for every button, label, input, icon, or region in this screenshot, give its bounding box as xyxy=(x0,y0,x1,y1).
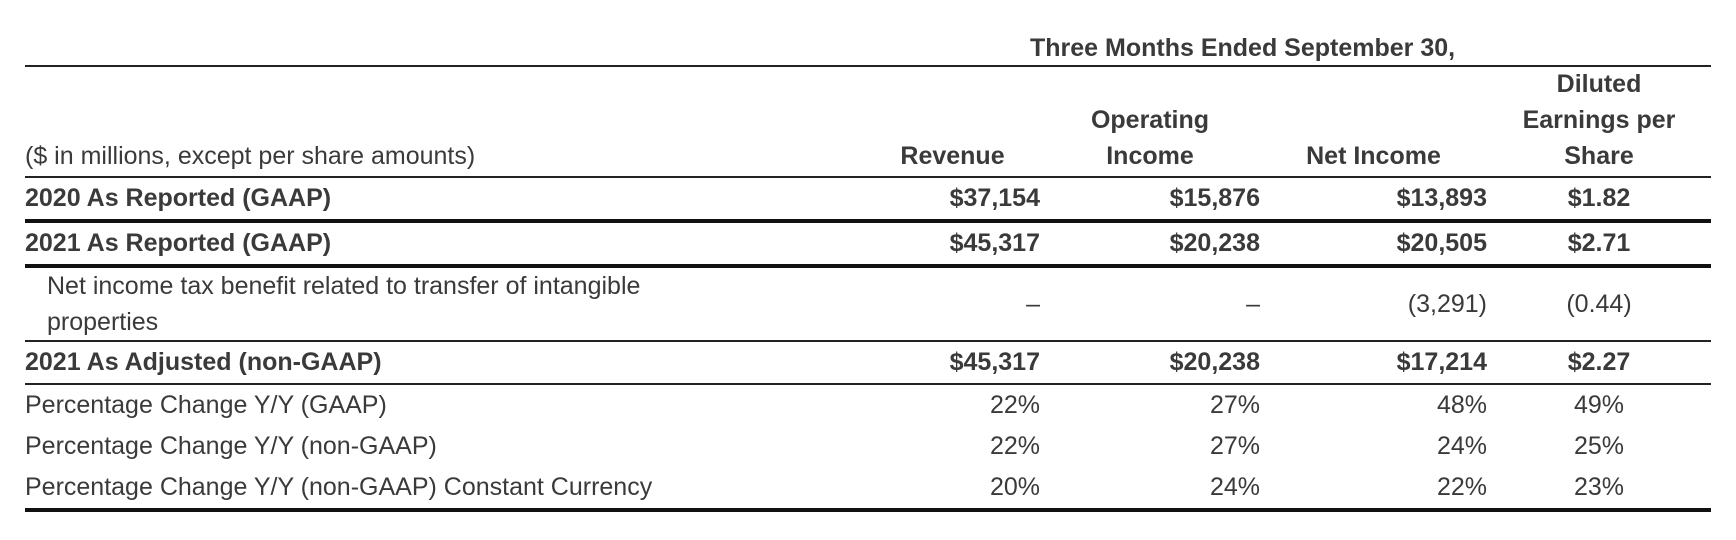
cell-revenue: 20% xyxy=(989,473,1040,501)
cell-diluted-eps: 25% xyxy=(1573,432,1625,460)
cell-revenue: $45,317 xyxy=(949,348,1040,376)
financial-table xyxy=(25,30,1711,512)
table-row xyxy=(25,176,1711,219)
cell-revenue: $37,154 xyxy=(949,184,1040,212)
table-row xyxy=(25,467,1711,512)
row-label: 2021 As Adjusted (non-GAAP) xyxy=(25,348,382,376)
cell-diluted-eps: $2.71 xyxy=(1567,229,1631,257)
row-label: Percentage Change Y/Y (GAAP) xyxy=(25,391,387,419)
cell-net-income: 22% xyxy=(1436,473,1487,501)
cell-net-income: $13,893 xyxy=(1396,184,1487,212)
cell-net-income: $20,505 xyxy=(1396,229,1487,257)
cell-net-income: 48% xyxy=(1436,391,1487,419)
cell-net-income: (3,291) xyxy=(1407,289,1487,318)
cell-diluted-eps: 23% xyxy=(1573,473,1625,501)
cell-operating-income: 27% xyxy=(1209,432,1260,460)
header-row xyxy=(25,67,1711,176)
cell-operating-income: 24% xyxy=(1209,473,1260,501)
units-note: ($ in millions, except per share amounts) xyxy=(25,142,476,170)
col-header-operating-income: Operating Income xyxy=(1090,106,1210,170)
cell-operating-income: 27% xyxy=(1209,391,1260,419)
row-label: 2021 As Reported (GAAP) xyxy=(25,229,332,257)
table-row xyxy=(25,219,1711,264)
cell-diluted-eps: 49% xyxy=(1573,391,1625,419)
cell-revenue: $45,317 xyxy=(949,229,1040,257)
row-label: 2020 As Reported (GAAP) xyxy=(25,184,332,212)
table-row xyxy=(25,426,1711,467)
cell-net-income: $17,214 xyxy=(1396,348,1487,376)
cell-operating-income: $15,876 xyxy=(1169,184,1260,212)
col-header-diluted-eps: Diluted Earnings per Share xyxy=(1522,70,1676,170)
cell-operating-income: – xyxy=(1246,289,1260,318)
row-label: Net income tax benefit related to transfer of intangible properties xyxy=(47,272,641,336)
cell-revenue: – xyxy=(1026,289,1040,318)
row-label: Percentage Change Y/Y (non-GAAP) xyxy=(25,432,437,460)
cell-operating-income: $20,238 xyxy=(1169,229,1260,257)
title-row xyxy=(25,30,1711,65)
cell-net-income: 24% xyxy=(1436,432,1487,460)
cell-diluted-eps: $2.27 xyxy=(1567,348,1631,376)
cell-diluted-eps: $1.82 xyxy=(1567,184,1631,212)
table-row xyxy=(25,340,1711,383)
col-header-revenue: Revenue xyxy=(900,142,1005,170)
table-row xyxy=(25,383,1711,426)
table-title: Three Months Ended September 30, xyxy=(1030,34,1456,62)
col-header-net-income: Net Income xyxy=(1306,142,1441,170)
row-label: Percentage Change Y/Y (non-GAAP) Constant Currency xyxy=(25,473,653,501)
cell-revenue: 22% xyxy=(989,391,1040,419)
cell-operating-income: $20,238 xyxy=(1169,348,1260,376)
cell-revenue: 22% xyxy=(989,432,1040,460)
table-row xyxy=(25,264,1711,340)
cell-diluted-eps: (0.44) xyxy=(1566,289,1632,318)
